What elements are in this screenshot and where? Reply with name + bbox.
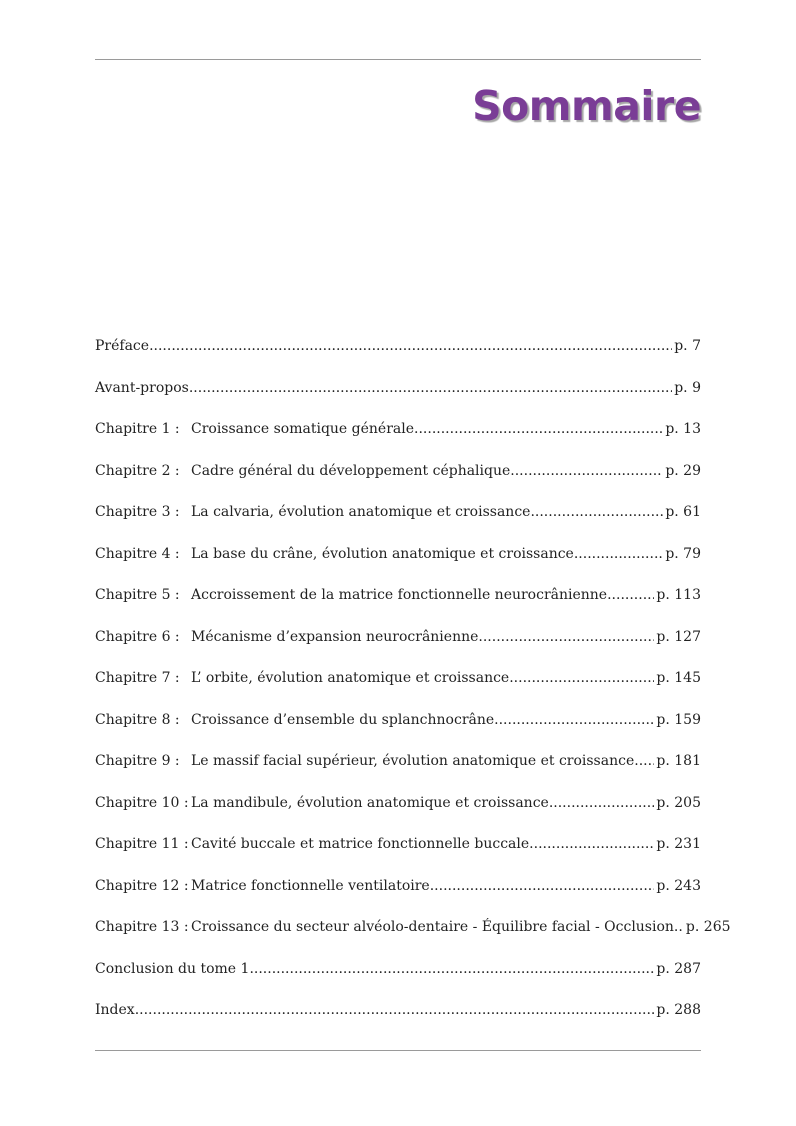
toc-entry-title: Croissance d’ensemble du splanchnocrâne: [191, 711, 495, 728]
toc-entry-title: Préface: [95, 338, 150, 354]
toc-entry: [95, 793, 701, 835]
toc-entry: [95, 959, 701, 1001]
toc-entry: [95, 917, 731, 959]
toc-chapter-number: Chapitre 11 :: [95, 836, 189, 852]
toc-dot-leader: [249, 959, 654, 979]
toc-page-number: p. 9: [674, 379, 701, 396]
toc-chapter-number: Chapitre 5 :: [95, 587, 180, 603]
toc-entry-title: Croissance somatique générale: [191, 421, 415, 437]
toc-entry-title: La base du crâne, évolution anatomique et croissance: [191, 545, 574, 562]
toc-entry: [95, 461, 701, 503]
toc-page-number: p. 243: [656, 877, 701, 894]
toc-chapter-number: Chapitre 9 :: [95, 753, 180, 769]
toc-page-number: p. 265: [685, 919, 731, 935]
toc-dot-leader: [549, 793, 655, 813]
toc-entry-title: Croissance du secteur alvéolo-dentaire - Équilibre facial - Occlusion: [191, 919, 674, 935]
toc-entry-title: Avant-propos: [95, 379, 189, 396]
toc-chapter-number: Chapitre 4 :: [95, 545, 180, 562]
toc-entry: [95, 834, 701, 876]
toc-entry: [95, 544, 701, 586]
toc-page-number: p. 113: [656, 587, 701, 603]
toc-entry: [95, 419, 701, 461]
toc-dot-leader: [478, 627, 654, 647]
toc-entry: [95, 502, 701, 544]
toc-dot-leader: [674, 917, 684, 937]
toc-page-number: p. 7: [674, 338, 701, 354]
toc-chapter-number: Chapitre 13 :: [95, 919, 189, 935]
table-of-contents: [95, 336, 731, 1042]
toc-entry-title: Cadre général du développement céphalique: [191, 462, 511, 479]
toc-entry-title: Le massif facial supérieur, évolution anatomique et croissance: [191, 753, 635, 769]
toc-entry-title: Cavité buccale et matrice fonctionnelle buccale: [191, 836, 530, 852]
toc-page-number: p. 127: [656, 628, 701, 645]
toc-entry-title: Matrice fonctionnelle ventilatoire: [191, 877, 430, 894]
toc-dot-leader: [529, 834, 654, 854]
toc-dot-leader: [135, 1000, 655, 1020]
toc-dot-leader: [494, 710, 654, 730]
toc-page-number: p. 159: [656, 711, 701, 728]
bottom-rule: [95, 1050, 701, 1051]
toc-page-number: p. 288: [656, 1002, 701, 1018]
toc-entry: [95, 627, 701, 669]
toc-page-number: p. 205: [656, 794, 701, 811]
toc-chapter-number: Chapitre 1 :: [95, 421, 180, 437]
toc-entry-title: Mécanisme d’expansion neurocrânienne: [191, 628, 479, 645]
toc-dot-leader: [510, 461, 663, 481]
toc-dot-leader: [189, 378, 672, 398]
toc-chapter-number: Chapitre 6 :: [95, 628, 180, 645]
toc-chapter-number: Chapitre 10 :: [95, 794, 189, 811]
toc-entry-title: Conclusion du tome 1: [95, 960, 250, 977]
toc-page-number: p. 61: [665, 504, 701, 520]
toc-page-number: p. 145: [656, 670, 701, 686]
toc-page-number: p. 287: [656, 960, 701, 977]
toc-dot-leader: [430, 876, 655, 896]
toc-entry: [95, 668, 701, 710]
toc-chapter-number: Chapitre 3 :: [95, 504, 180, 520]
toc-entry: [95, 585, 701, 627]
toc-dot-leader: [574, 544, 663, 564]
toc-dot-leader: [634, 751, 654, 771]
toc-entry-title: La calvaria, évolution anatomique et croissance: [191, 504, 531, 520]
toc-entry: [95, 710, 701, 752]
toc-dot-leader: [414, 419, 663, 439]
toc-dot-leader: [149, 336, 672, 356]
toc-entry-title: L’ orbite, évolution anatomique et croissance: [191, 670, 510, 686]
top-rule: [95, 59, 701, 60]
toc-entry-title: Index: [95, 1002, 135, 1018]
toc-entry-title: Accroissement de la matrice fonctionnelle neurocrânienne: [191, 587, 608, 603]
toc-page-number: p. 181: [656, 753, 701, 769]
toc-chapter-number: Chapitre 12 :: [95, 877, 189, 894]
toc-chapter-number: Chapitre 8 :: [95, 711, 180, 728]
toc-entry: [95, 876, 701, 918]
toc-dot-leader: [530, 502, 663, 522]
toc-page-number: p. 29: [665, 462, 701, 479]
toc-page-number: p. 231: [656, 836, 701, 852]
toc-entry: [95, 1000, 701, 1042]
toc-page-number: p. 79: [665, 545, 701, 562]
toc-entry-title: La mandibule, évolution anatomique et croissance: [191, 794, 549, 811]
toc-dot-leader: [509, 668, 654, 688]
toc-entry: [95, 378, 701, 420]
toc-page-number: p. 13: [665, 421, 701, 437]
toc-chapter-number: Chapitre 2 :: [95, 462, 180, 479]
toc-dot-leader: [607, 585, 654, 605]
toc-chapter-number: Chapitre 7 :: [95, 670, 180, 686]
toc-entry: [95, 751, 701, 793]
page-title: Sommaire: [472, 82, 701, 130]
toc-entry: [95, 336, 701, 378]
